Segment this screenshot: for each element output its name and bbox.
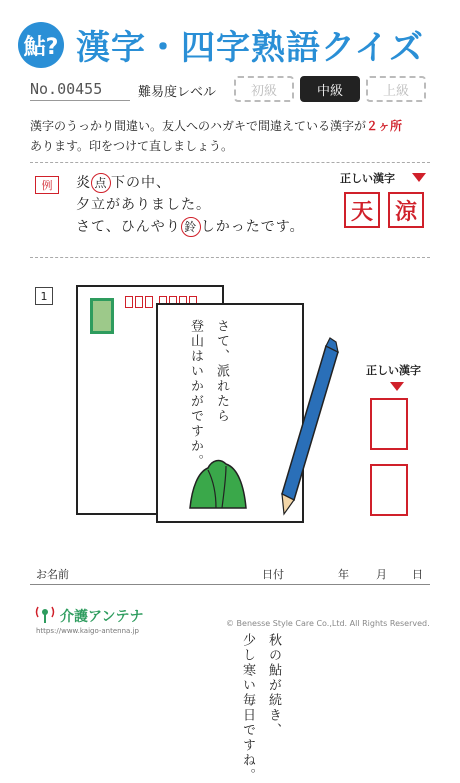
example-answer-2: 涼 (388, 192, 424, 228)
day-label: 日 (412, 568, 423, 581)
instructions-line2: あります。印をつけて直しましょう。 (30, 139, 234, 153)
brand-url[interactable]: https://www.kaigo-antenna.jp (36, 627, 139, 635)
page-title: 漢字・四字熟語クイズ (76, 28, 424, 68)
card-line-4: 登山はいかがですか。 (188, 319, 203, 469)
footer-line (30, 584, 430, 585)
answer-box-1[interactable] (370, 398, 408, 450)
month-label: 月 (376, 568, 387, 581)
mountain-icon (186, 458, 250, 510)
brand-logo: 介護アンテナ (60, 609, 144, 625)
divider-middle (30, 257, 430, 258)
card-line-2: 少し寒い毎日ですね。 (240, 633, 255, 783)
divider-top (30, 162, 430, 163)
example-error-circle-2: 鈴 (181, 217, 201, 237)
question-correct-label: 正しい漢字 (366, 364, 421, 377)
example-line-1: 炎 点 下の中、 (76, 175, 171, 191)
example-correct-label: 正しい漢字 (340, 172, 395, 185)
date-label: 日付 (262, 568, 284, 581)
instructions (30, 116, 440, 156)
zip-box (135, 296, 143, 308)
antenna-icon (34, 604, 56, 624)
quiz-logo-icon: 鮎? (18, 22, 64, 68)
example-line-3: さて、ひんやり 鈴 しかったです。 (76, 219, 305, 235)
level-advanced: 上級 (366, 76, 426, 102)
error-count: ２ヶ所 (366, 119, 403, 133)
level-intermediate: 中級 (300, 76, 360, 102)
example-answer-1: 天 (344, 192, 380, 228)
zip-box (145, 296, 153, 308)
zip-box (125, 296, 133, 308)
level-beginner: 初級 (234, 76, 294, 102)
copyright: © Benesse Style Care Co.,Ltd. All Rights Reserved. (226, 619, 430, 628)
name-label: お名前 (36, 568, 69, 581)
number-underline (30, 100, 130, 101)
pencil-icon (278, 332, 342, 516)
quiz-number: No.00455 (30, 80, 103, 98)
card-line-1: 秋の鮎が続き、 (266, 633, 281, 738)
card-line-3: さて、派れたら (214, 319, 229, 424)
instructions-line1: 漢字のうっかり間違い。友人へのハガキで間違えている漢字が (30, 119, 367, 133)
question-arrow-icon (390, 382, 404, 391)
example-line-2: 夕立がありました。 (76, 197, 211, 213)
stamp-icon (90, 298, 114, 334)
answer-box-2[interactable] (370, 464, 408, 516)
difficulty-label: 難易度レベル (138, 85, 217, 100)
year-label: 年 (338, 568, 349, 581)
example-tag: 例 (35, 176, 59, 194)
question-number: 1 (35, 287, 53, 305)
example-arrow-icon (412, 173, 426, 182)
example-error-circle-1: 点 (91, 173, 111, 193)
